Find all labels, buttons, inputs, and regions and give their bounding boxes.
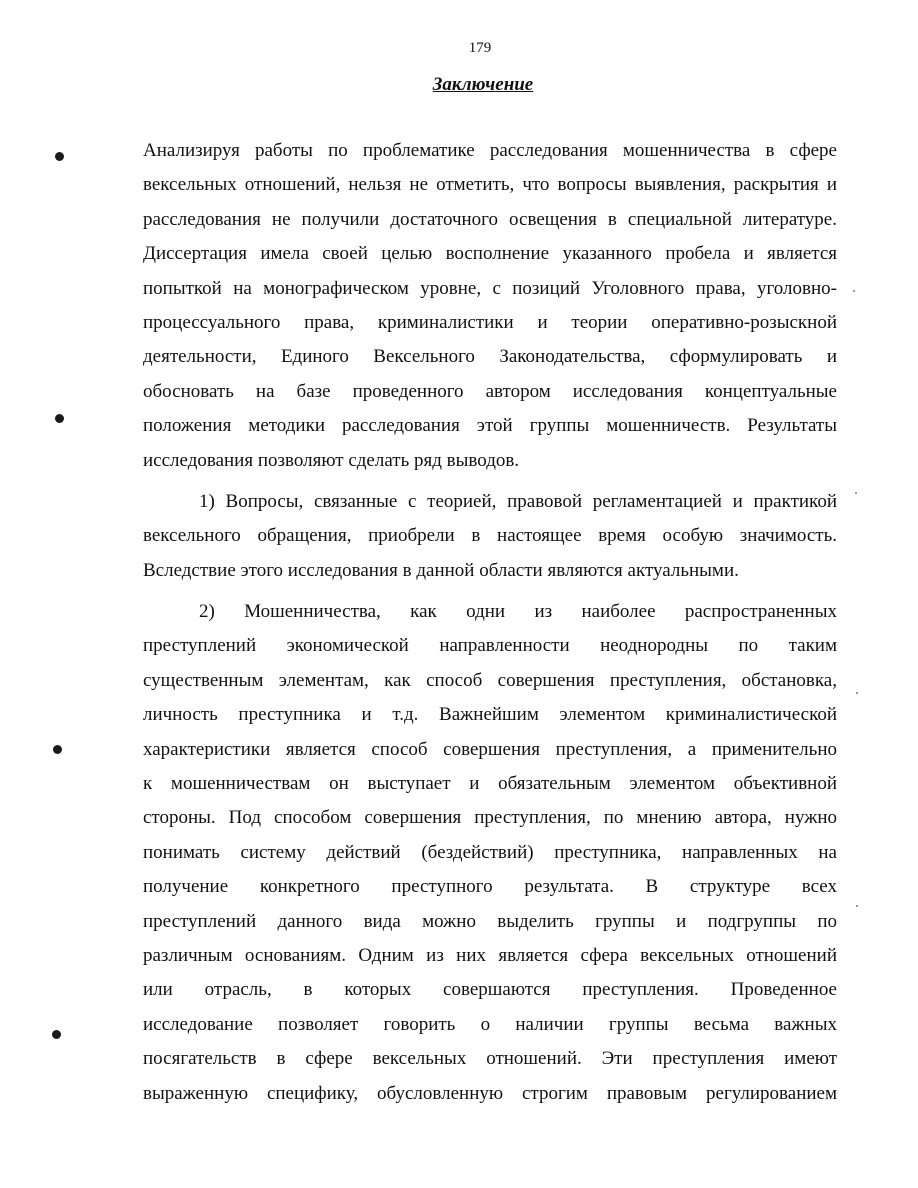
text-line: вексельных отношений, нельзя не отметить, что вопросы выявления, раскрытия и bbox=[143, 174, 837, 196]
section-title: Заключение bbox=[432, 74, 534, 95]
text-line: к мошенничествам он выступает и обязательным элементом объективной bbox=[143, 773, 837, 795]
text-line: обосновать на базе проведенного автором исследования концептуальные bbox=[143, 380, 837, 402]
punch-hole-mark bbox=[53, 745, 62, 754]
text-line: Диссертация имела своей целью восполнение указанного пробела и является bbox=[143, 243, 837, 265]
text-line: преступлений экономической направленности неоднородны по таким bbox=[143, 635, 837, 657]
text-line: посягательств в сфере вексельных отношений. Эти преступления имеют bbox=[143, 1048, 837, 1070]
paragraph-gap bbox=[143, 588, 837, 595]
text-line: стороны. Под способом совершения преступления, по мнению автора, нужно bbox=[143, 807, 837, 829]
scan-speck bbox=[856, 692, 858, 694]
text-line: расследования не получили достаточного освещения в специальной литературе. bbox=[143, 208, 837, 230]
text-line: преступлений данного вида можно выделить группы и подгруппы по bbox=[143, 910, 837, 932]
paragraph-gap bbox=[143, 478, 837, 485]
punch-hole-mark bbox=[55, 152, 64, 161]
punch-hole-mark bbox=[52, 1030, 61, 1039]
text-line: исследования позволяют сделать ряд выводов. bbox=[143, 449, 520, 471]
scan-speck bbox=[853, 290, 855, 292]
text-line: 2) Мошенничества, как одни из наиболее распространенных bbox=[199, 601, 837, 623]
text-line: процессуального права, криминалистики и теории оперативно-розыскной bbox=[143, 311, 837, 333]
text-line: существенным элементам, как способ совершения преступления, обстановка, bbox=[143, 669, 837, 691]
text-line: 1) Вопросы, связанные с теорией, правовой регламентацией и практикой bbox=[199, 490, 837, 512]
scan-speck bbox=[856, 905, 858, 907]
text-line: понимать систему действий (бездействий) преступника, направленных на bbox=[143, 841, 837, 863]
paragraph bbox=[143, 485, 837, 588]
paragraph bbox=[143, 595, 837, 1111]
page-number: 179 bbox=[468, 40, 492, 56]
text-line: различным основаниям. Одним из них является сфера вексельных отношений bbox=[143, 944, 837, 966]
text-line: положения методики расследования этой группы мошенничеств. Результаты bbox=[143, 415, 837, 437]
text-line: или отрасль, в которых совершаются преступления. Проведенное bbox=[143, 979, 837, 1001]
text-line: Вследствие этого исследования в данной области являются актуальными. bbox=[143, 559, 739, 581]
text-line: личность преступника и т.д. Важнейшим элементом криминалистической bbox=[143, 704, 837, 726]
text-line: вексельного обращения, приобрели в настоящее время особую значимость. bbox=[143, 525, 837, 547]
scan-speck bbox=[855, 492, 857, 494]
text-line: характеристики является способ совершения преступления, а применительно bbox=[143, 738, 837, 760]
punch-hole-mark bbox=[55, 414, 64, 423]
body-text bbox=[143, 134, 837, 1111]
text-line: попыткой на монографическом уровне, с позиций Уголовного права, уголовно- bbox=[143, 277, 837, 299]
text-line: получение конкретного преступного результата. В структуре всех bbox=[143, 876, 837, 898]
paragraph bbox=[143, 134, 837, 478]
text-line: Анализируя работы по проблематике расследования мошенничества в сфере bbox=[143, 140, 837, 161]
text-line: исследование позволяет говорить о наличии группы весьма важных bbox=[143, 1013, 837, 1035]
text-line: деятельности, Единого Вексельного Законодательства, сформулировать и bbox=[143, 346, 837, 368]
text-line: выраженную специфику, обусловленную строгим правовым регулированием bbox=[143, 1082, 837, 1104]
